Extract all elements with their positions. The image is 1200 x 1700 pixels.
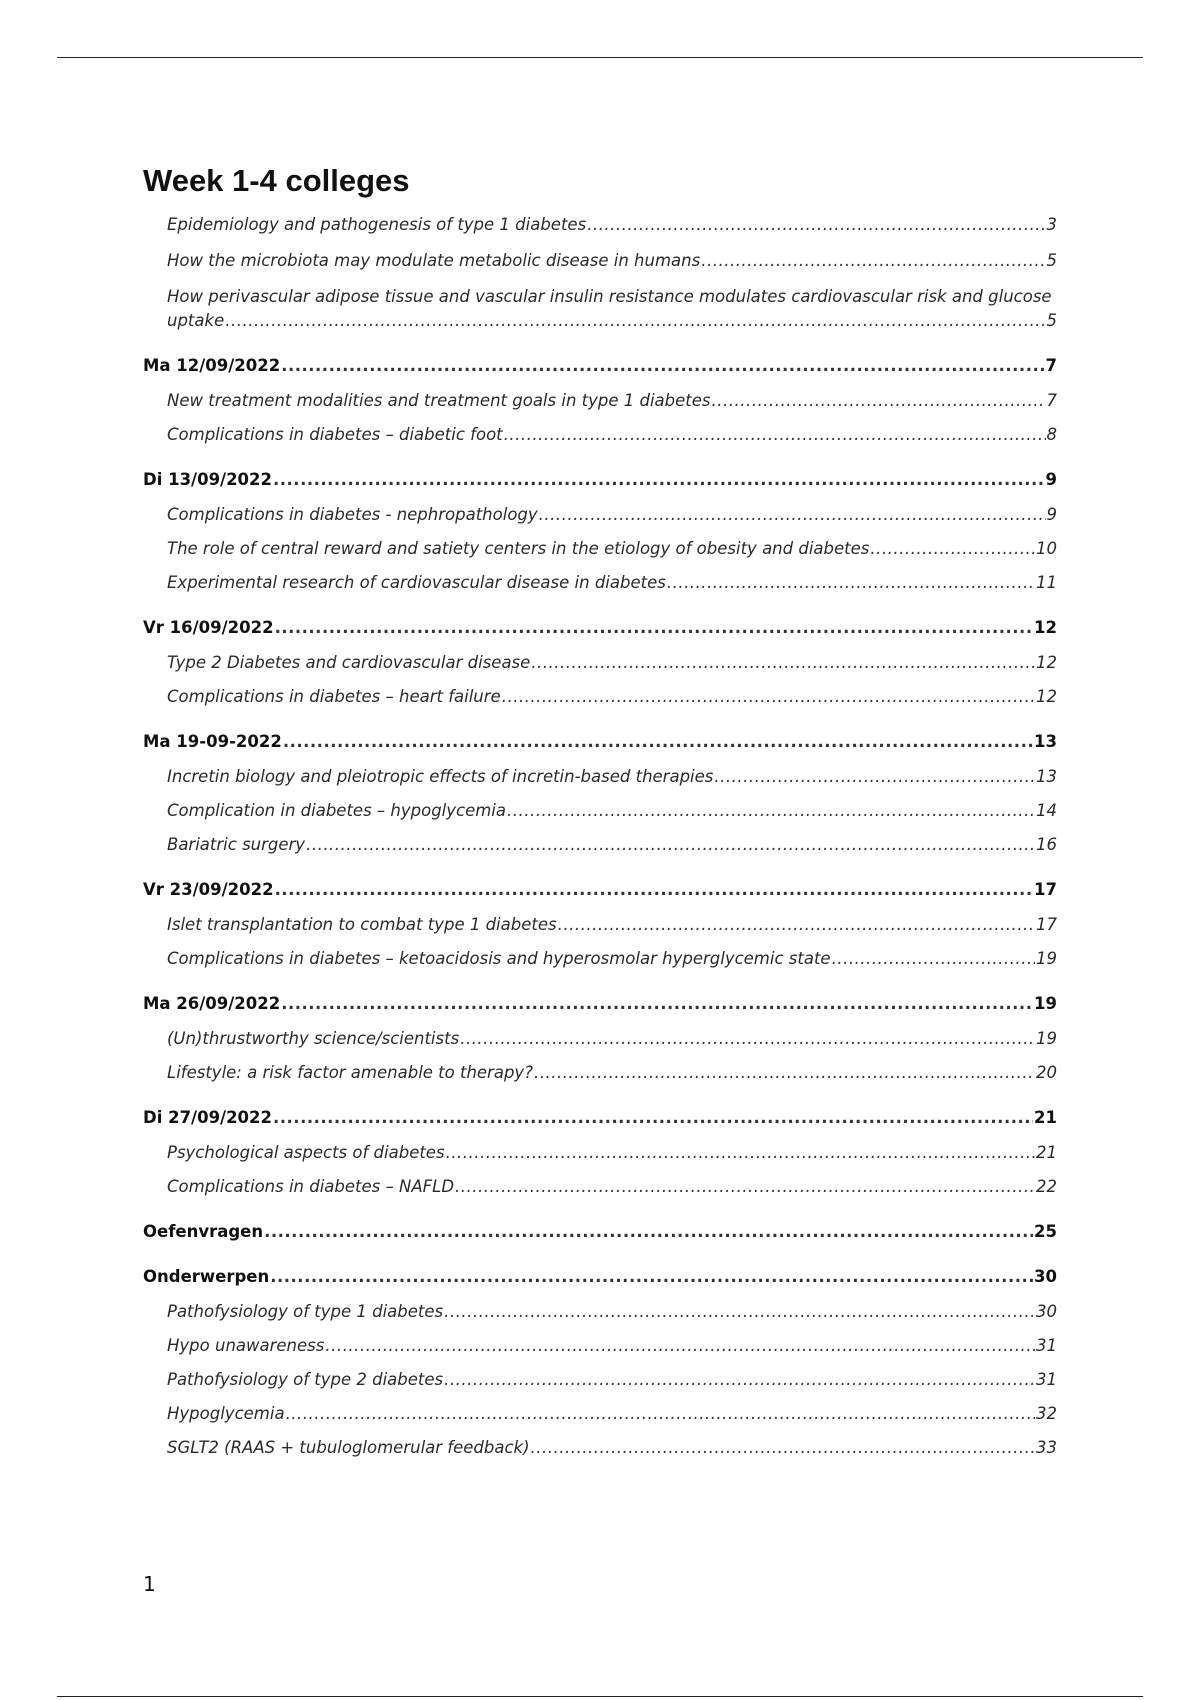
toc-entry[interactable] — [167, 1436, 1057, 1460]
toc-entry-page: 5 — [1046, 311, 1057, 330]
toc-section-heading-label: Di 27/09/2022 — [143, 1108, 272, 1127]
toc-section-heading[interactable] — [143, 354, 1057, 378]
toc-entry-page: 10 — [1036, 539, 1057, 558]
toc-entry-page: 14 — [1036, 801, 1057, 820]
toc-entry-page: 32 — [1036, 1404, 1057, 1423]
toc-entry-page: 3 — [1046, 215, 1057, 234]
toc-entry-page: 9 — [1046, 505, 1057, 524]
toc-entry-page: 20 — [1036, 1063, 1057, 1082]
toc-section-heading-page: 9 — [1045, 470, 1057, 489]
toc-entry-page: 11 — [1036, 573, 1057, 592]
toc-entry-page: 30 — [1036, 1302, 1057, 1321]
toc-entry-label-line2: uptake — [167, 311, 225, 330]
toc-section-heading-label: Oefenvragen — [143, 1222, 264, 1241]
toc-entry[interactable] — [167, 571, 1057, 595]
toc-section-heading-label: Vr 23/09/2022 — [143, 880, 274, 899]
toc-section-heading[interactable] — [143, 1220, 1057, 1244]
toc-section-heading-page: 19 — [1034, 994, 1057, 1013]
toc-section-heading-label: Vr 16/09/2022 — [143, 618, 274, 637]
toc-section-heading-page: 13 — [1034, 732, 1057, 751]
toc-entry-label: The role of central reward and satiety centers in the etiology of obesity and diabetes — [167, 539, 870, 558]
toc-entry-label: Pathofysiology of type 1 diabetes — [167, 1302, 444, 1321]
toc-section-heading-page: 25 — [1034, 1222, 1057, 1241]
toc-entry[interactable] — [167, 213, 1057, 237]
toc-entry[interactable] — [167, 685, 1057, 709]
toc-entry[interactable] — [167, 1300, 1057, 1324]
toc-entry-label: New treatment modalities and treatment goals in type 1 diabetes — [167, 391, 711, 410]
toc-entry-page: 31 — [1036, 1370, 1057, 1389]
toc-entry-page: 13 — [1036, 767, 1057, 786]
toc-section-heading[interactable] — [143, 1106, 1057, 1130]
toc-entry-label: Complications in diabetes - nephropathology — [167, 505, 538, 524]
toc-section-heading[interactable] — [143, 468, 1057, 492]
table-of-contents — [143, 213, 1057, 1460]
toc-entry-label-line1: How perivascular adipose tissue and vascular insulin resistance modulates cardiovascular risk and glucose — [167, 287, 1052, 306]
toc-entry[interactable] — [167, 249, 1057, 273]
toc-entry-label: Hypo unawareness — [167, 1336, 325, 1355]
toc-entry-label: Pathofysiology of type 2 diabetes — [167, 1370, 444, 1389]
toc-section-heading-label: Onderwerpen — [143, 1267, 270, 1286]
toc-section-heading-page: 17 — [1034, 880, 1057, 899]
toc-entry-label: Islet transplantation to combat type 1 diabetes — [167, 915, 557, 934]
toc-entry[interactable] — [167, 285, 1057, 333]
toc-sections — [143, 354, 1057, 1460]
toc-entry-page: 31 — [1036, 1336, 1057, 1355]
toc-entry-label: Complications in diabetes – NAFLD — [167, 1177, 455, 1196]
toc-entry-label: Lifestyle: a risk factor amenable to therapy? — [167, 1063, 533, 1082]
toc-entry-label: Complications in diabetes – ketoacidosis and hyperosmolar hyperglycemic state — [167, 949, 831, 968]
toc-entry-page: 16 — [1036, 835, 1057, 854]
toc-section-heading-page: 30 — [1034, 1267, 1057, 1286]
toc-entry-label: SGLT2 (RAAS + tubuloglomerular feedback) — [167, 1438, 530, 1457]
toc-section-heading[interactable] — [143, 992, 1057, 1016]
toc-entry-label: How the microbiota may modulate metabolic disease in humans — [167, 251, 701, 270]
toc-entry-label: (Un)thrustworthy science/scientists — [167, 1029, 460, 1048]
page-title: Week 1-4 colleges — [143, 163, 410, 198]
toc-entry-page: 19 — [1036, 1029, 1057, 1048]
toc-section-heading-label: Ma 26/09/2022 — [143, 994, 281, 1013]
toc-entry-page: 17 — [1036, 915, 1057, 934]
toc-entry[interactable] — [167, 1027, 1057, 1051]
toc-section-heading[interactable] — [143, 616, 1057, 640]
toc-section-heading-page: 21 — [1034, 1108, 1057, 1127]
toc-entry-page: 8 — [1046, 425, 1057, 444]
toc-section-heading-page: 12 — [1034, 618, 1057, 637]
toc-entry[interactable] — [167, 503, 1057, 527]
toc-entry-page: 33 — [1036, 1438, 1057, 1457]
toc-entry-label: Type 2 Diabetes and cardiovascular disease — [167, 653, 531, 672]
toc-entry-label: Experimental research of cardiovascular disease in diabetes — [167, 573, 666, 592]
toc-entry-page: 12 — [1036, 653, 1057, 672]
toc-entry[interactable] — [167, 1334, 1057, 1358]
toc-entry[interactable] — [167, 537, 1057, 561]
toc-entry[interactable] — [167, 1141, 1057, 1165]
toc-entry[interactable] — [167, 833, 1057, 857]
toc-entry-label: Hypoglycemia — [167, 1404, 285, 1423]
toc-entry[interactable] — [167, 423, 1057, 447]
toc-entry-label: Incretin biology and pleiotropic effects of incretin-based therapies — [167, 767, 714, 786]
toc-entry[interactable] — [167, 765, 1057, 789]
header-rule — [57, 57, 1143, 58]
toc-entry-page: 19 — [1036, 949, 1057, 968]
toc-entry-label: Bariatric surgery — [167, 835, 306, 854]
toc-section-heading-page: 7 — [1045, 356, 1057, 375]
toc-entry[interactable] — [167, 651, 1057, 675]
toc-entry-page: 22 — [1036, 1177, 1057, 1196]
toc-entry[interactable] — [167, 913, 1057, 937]
footer-rule — [57, 1696, 1143, 1697]
toc-entry[interactable] — [167, 947, 1057, 971]
toc-entry[interactable] — [167, 1061, 1057, 1085]
toc-entry-label: Complication in diabetes – hypoglycemia — [167, 801, 507, 820]
toc-entry[interactable] — [167, 799, 1057, 823]
toc-entry[interactable] — [167, 1402, 1057, 1426]
toc-entry-label: Complications in diabetes – heart failure — [167, 687, 501, 706]
toc-section-heading-label: Di 13/09/2022 — [143, 470, 272, 489]
toc-section-heading-label: Ma 12/09/2022 — [143, 356, 281, 375]
toc-entry-label: Epidemiology and pathogenesis of type 1 diabetes — [167, 215, 587, 234]
page-number: 1 — [143, 1572, 156, 1596]
toc-entry-page: 12 — [1036, 687, 1057, 706]
toc-entry[interactable] — [167, 1368, 1057, 1392]
toc-entry[interactable] — [167, 389, 1057, 413]
toc-section-heading-label: Ma 19-09-2022 — [143, 732, 282, 751]
toc-entry[interactable] — [167, 1175, 1057, 1199]
toc-entry-page: 21 — [1036, 1143, 1057, 1162]
toc-entry-label: Psychological aspects of diabetes — [167, 1143, 445, 1162]
toc-section-heading[interactable] — [143, 878, 1057, 902]
toc-entry-page: 5 — [1046, 251, 1057, 270]
toc-entry-label: Complications in diabetes – diabetic foot — [167, 425, 503, 444]
toc-section-heading[interactable] — [143, 730, 1057, 754]
toc-section-heading[interactable] — [143, 1265, 1057, 1289]
toc-entry-page: 7 — [1046, 391, 1057, 410]
